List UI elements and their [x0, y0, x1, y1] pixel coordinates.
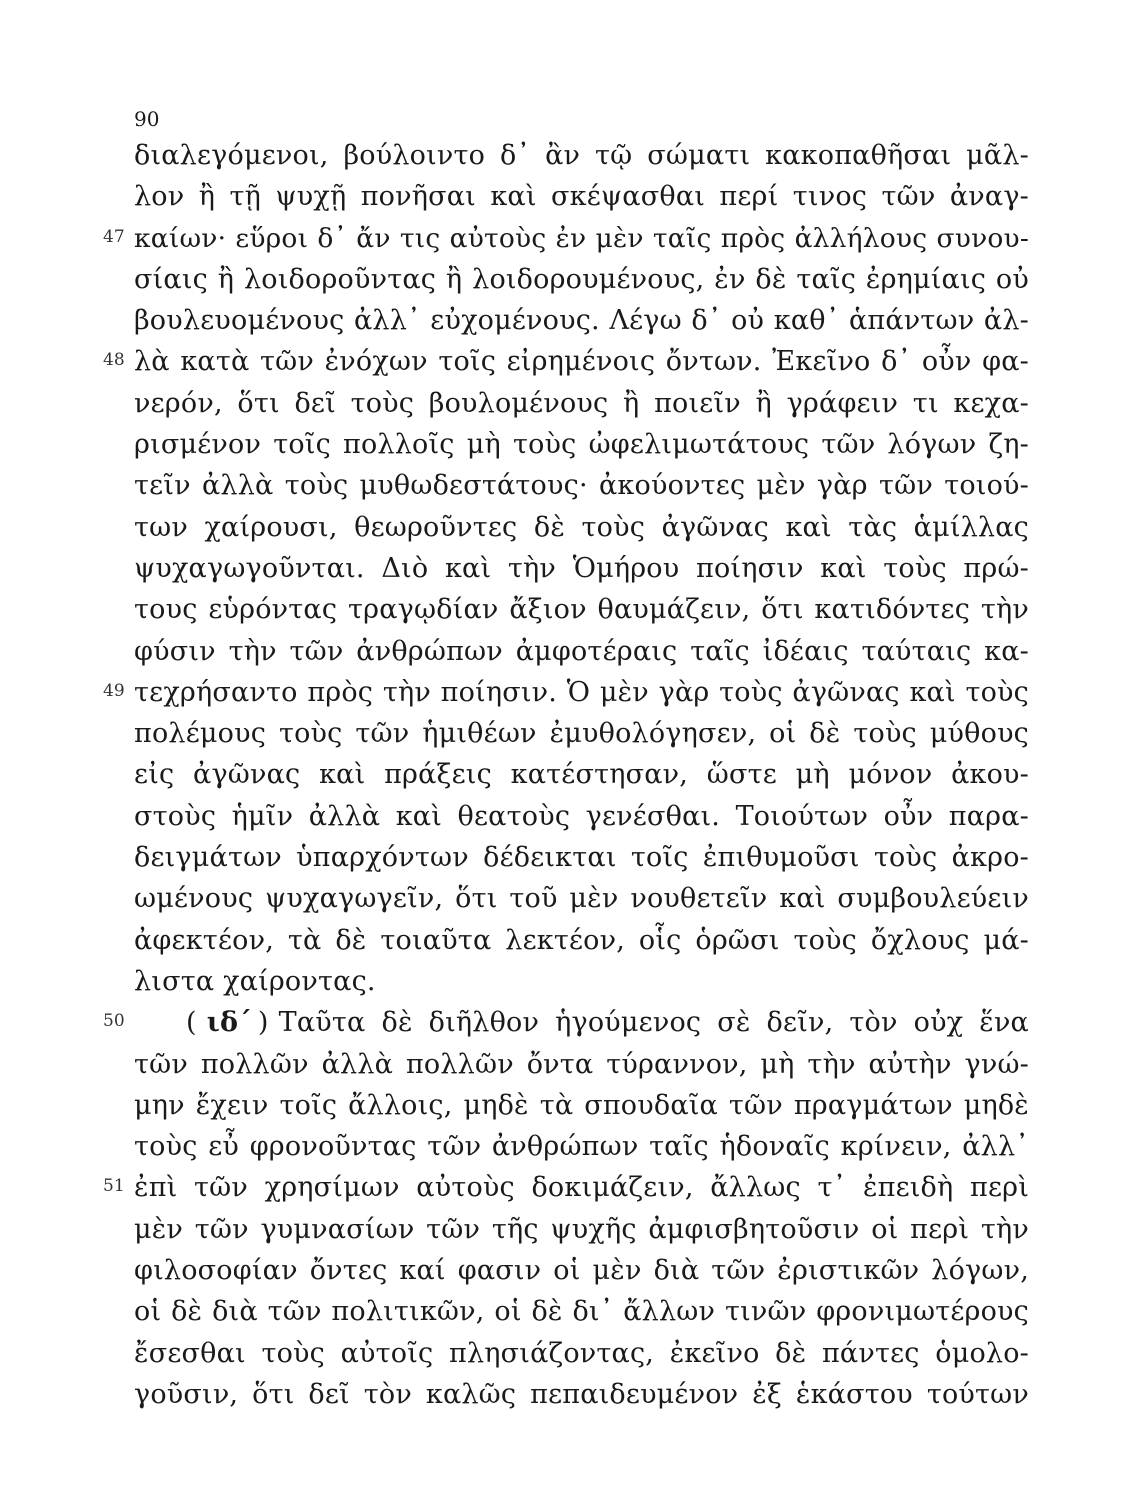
line-text: τεχρήσαντο πρὸς τὴν ποίησιν. Ὁ μὲν γὰρ τοὺς ἀγῶνας καὶ τοὺς	[134, 676, 1029, 708]
line-text: διαλεγόμενοι, βούλοιντο δ᾿ ἂν τῷ σώματι κακοπαθῆσαι μᾶλ-	[134, 140, 1029, 171]
text-line	[0, 1251, 1122, 1292]
line-text: λον ἢ τῇ ψυχῇ πονῆσαι καὶ σκέψασθαι περί τινος τῶν ἀναγ-	[134, 181, 1029, 213]
line-text: ἐπὶ τῶν χρησίμων αὐτοὺς δοκιμάζειν, ἄλλως τ᾿ ἐπειδὴ περὶ	[134, 1172, 1029, 1204]
line-text: των χαίρουσι, θεωροῦντες δὲ τοὺς ἀγῶνας καὶ τὰς ἁμίλλας	[134, 511, 1029, 543]
text-line	[0, 342, 1122, 383]
section-bracket-open: (	[186, 1007, 197, 1039]
text-block	[0, 136, 1122, 1416]
text-line	[0, 1045, 1122, 1086]
text-line	[0, 1127, 1122, 1168]
text-line	[0, 466, 1122, 507]
margin-line-number: 49	[103, 680, 125, 701]
line-text: οἱ δὲ διὰ τῶν πολιτικῶν, οἱ δὲ δι᾿ ἄλλων τινῶν φρονιμωτέρους	[134, 1296, 1029, 1328]
text-line	[0, 714, 1122, 755]
line-text: νερόν, ὅτι δεῖ τοὺς βουλομένους ἢ ποιεῖν ἢ γράφειν τι κεχα-	[134, 387, 1029, 419]
text-line	[0, 1334, 1122, 1375]
line-text: τους εὑρόντας τραγῳδίαν ἄξιον θαυμάζειν, ὅτι κατιδόντες τὴν	[134, 594, 1029, 626]
text-line	[0, 384, 1122, 425]
text-line	[0, 425, 1122, 466]
line-text: τεῖν ἀλλὰ τοὺς μυθωδεστάτους· ἀκούοντες μὲν γὰρ τῶν τοιού-	[134, 470, 1029, 502]
section-marker: ιδ´	[206, 1007, 252, 1039]
line-text: φύσιν τὴν τῶν ἀνθρώπων ἀμφοτέραις ταῖς ἰδέαις ταύταις κα-	[134, 635, 1029, 667]
line-text: στοὺς ἡμῖν ἀλλὰ καὶ θεατοὺς γενέσθαι. Τοιούτων οὖν παρα-	[134, 800, 1029, 832]
line-text: μὲν τῶν γυμνασίων τῶν τῆς ψυχῆς ἀμφισβητοῦσιν οἱ περὶ τὴν	[134, 1213, 1029, 1245]
line-text: βουλευομένους ἀλλ᾿ εὐχομένους. Λέγω δ᾿ οὐ καθ᾿ ἁπάντων ἀλ-	[134, 305, 1029, 337]
text-line	[0, 838, 1122, 879]
text-line	[0, 301, 1122, 342]
line-text: φιλοσοφίαν ὄντες καί φασιν οἱ μὲν διὰ τῶν ἐριστικῶν λόγων,	[134, 1255, 1029, 1287]
line-text	[186, 1003, 1029, 1043]
section-bracket-close: )	[257, 1007, 269, 1039]
text-line	[0, 1210, 1122, 1251]
text-line	[0, 921, 1122, 962]
line-body: Ταῦτα δὲ διῆλθον ἡγούμενος σὲ δεῖν, τὸν οὐχ ἕνα	[278, 1007, 1029, 1039]
line-text: τοὺς εὖ φρονοῦντας τῶν ἀνθρώπων ταῖς ἡδοναῖς κρίνειν, ἀλλ᾿	[134, 1131, 1029, 1163]
line-text: ρισμένον τοῖς πολλοῖς μὴ τοὺς ὠφελιμωτάτους τῶν λόγων ζη-	[134, 429, 1029, 461]
text-line	[0, 136, 1122, 177]
text-line	[0, 1292, 1122, 1333]
margin-line-number: 47	[103, 226, 125, 247]
text-line	[0, 549, 1122, 590]
line-text: τῶν πολλῶν ἀλλὰ πολλῶν ὄντα τύραννον, μὴ τὴν αὐτὴν γνώ-	[134, 1048, 1029, 1080]
line-text: πολέμους τοὺς τῶν ἡμιθέων ἐμυθολόγησεν, οἱ δὲ τοὺς μύθους	[134, 718, 1029, 750]
text-line	[0, 962, 1122, 1003]
margin-line-number: 51	[103, 1176, 125, 1197]
text-line	[0, 1086, 1122, 1127]
line-text: σίαις ἢ λοιδοροῦντας ἢ λοιδορουμένους, ἐν δὲ ταῖς ἐρημίαις οὐ	[134, 263, 1029, 295]
line-text: μην ἔχειν τοῖς ἄλλοις, μηδὲ τὰ σπουδαῖα τῶν πραγμάτων μηδὲ	[134, 1089, 1029, 1121]
text-line	[0, 508, 1122, 549]
page-number: 90	[134, 107, 160, 131]
text-line	[0, 1168, 1122, 1209]
margin-line-number: 50	[103, 1011, 125, 1032]
line-text: γοῦσιν, ὅτι δεῖ τὸν καλῶς πεπαιδευμένον ἐξ ἑκάστου τούτων	[134, 1378, 1029, 1410]
text-line	[0, 260, 1122, 301]
text-line	[0, 219, 1122, 260]
text-line	[0, 673, 1122, 714]
line-text: ἀφεκτέον, τὰ δὲ τοιαῦτα λεκτέον, οἷς ὁρῶσι τοὺς ὄχλους μά-	[134, 924, 1029, 956]
line-text: λιστα χαίροντας.	[134, 965, 376, 997]
line-text: εἰς ἀγῶνας καὶ πράξεις κατέστησαν, ὥστε μὴ μόνον ἀκου-	[134, 759, 1029, 791]
text-line	[0, 177, 1122, 218]
line-text: δειγμάτων ὑπαρχόντων δέδεικται τοῖς ἐπιθυμοῦσι τοὺς ἀκρο-	[134, 842, 1029, 874]
text-line	[0, 797, 1122, 838]
text-line	[0, 1375, 1122, 1416]
line-text: ἔσεσθαι τοὺς αὐτοῖς πλησιάζοντας, ἐκεῖνο δὲ πάντες ὁμολο-	[134, 1337, 1029, 1369]
line-text: ψυχαγωγοῦνται. Διὸ καὶ τὴν Ὁμήρου ποίησιν καὶ τοὺς πρώ-	[134, 552, 1029, 584]
text-line	[0, 590, 1122, 631]
line-text: λὰ κατὰ τῶν ἐνόχων τοῖς εἰρημένοις ὄντων. Ἐκεῖνο δ᾿ οὖν φα-	[134, 346, 1029, 378]
text-line	[0, 632, 1122, 673]
text-line	[0, 879, 1122, 920]
text-line	[0, 1003, 1122, 1044]
line-text: καίων· εὕροι δ᾿ ἄν τις αὐτοὺς ἐν μὲν ταῖς πρὸς ἀλλήλους συνου-	[134, 222, 1029, 254]
line-text: ωμένους ψυχαγωγεῖν, ὅτι τοῦ μὲν νουθετεῖν καὶ συμβουλεύειν	[134, 883, 1029, 915]
text-line	[0, 755, 1122, 796]
margin-line-number: 48	[103, 350, 125, 371]
